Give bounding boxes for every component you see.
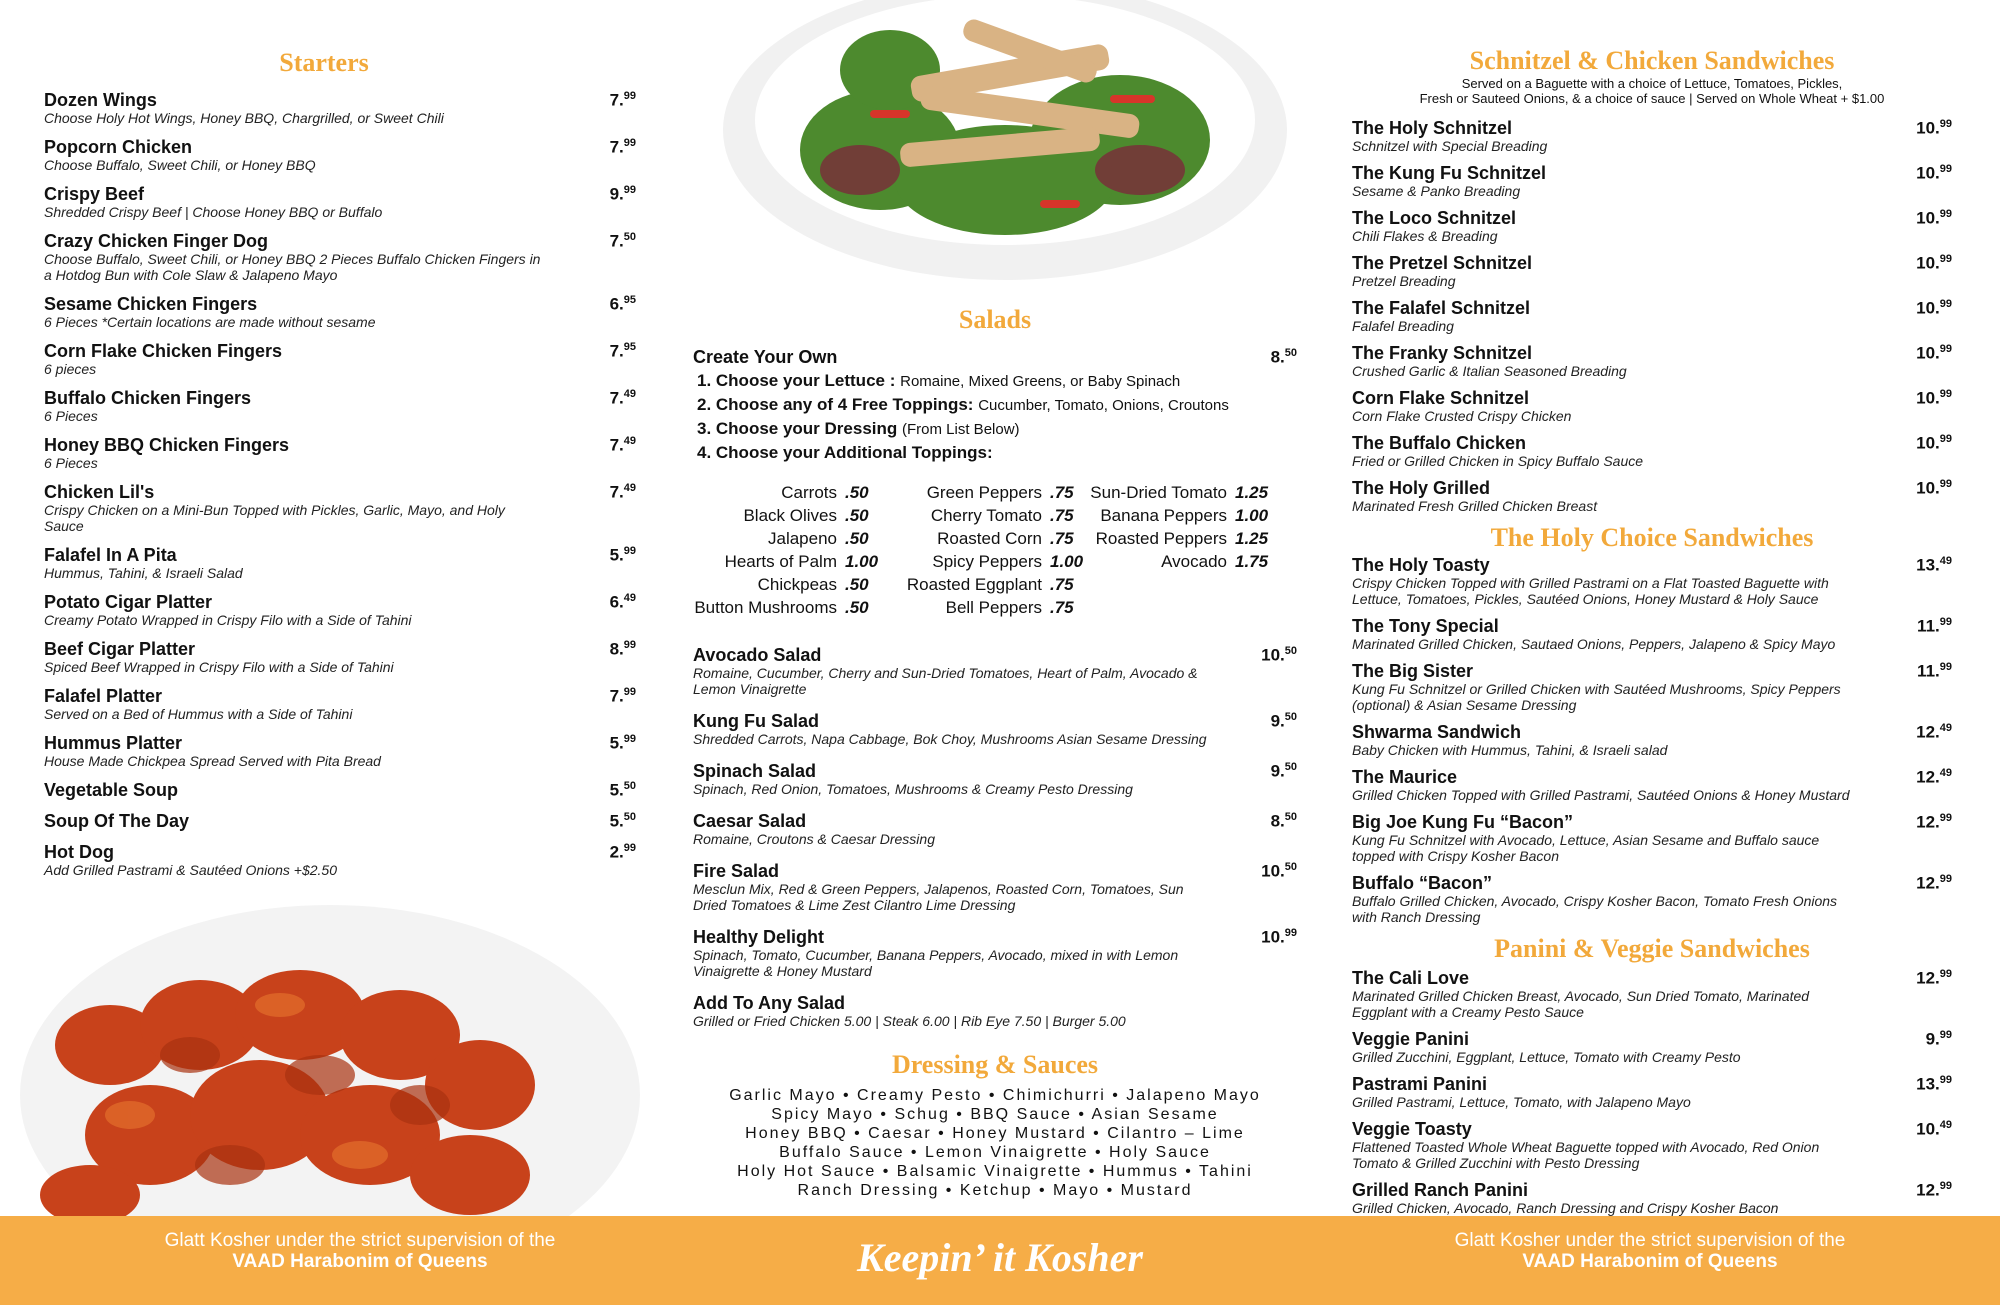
salad-steps bbox=[697, 369, 1297, 465]
sauce-line: Garlic Mayo • Creamy Pesto • Chimichurri • Jalapeno Mayo bbox=[729, 1087, 1261, 1104]
menu-item-price: 10.99 bbox=[1916, 208, 1952, 228]
topping-item: Roasted Corn .75 bbox=[937, 529, 1074, 548]
starters-heading: Starters bbox=[279, 48, 369, 77]
menu-item-name: Avocado Salad bbox=[693, 645, 822, 665]
menu-item-price: 8.50 bbox=[1270, 811, 1297, 831]
menu-item bbox=[44, 137, 636, 173]
menu-item-description: Baby Chicken with Hummus, Tahini, & Israeli salad bbox=[1352, 742, 1668, 758]
menu-item-description: House Made Chickpea Spread Served with Pita Bread bbox=[44, 753, 381, 769]
chicken-wings-photo bbox=[0, 905, 640, 1216]
footer-right-line2: VAAD Harabonim of Queens bbox=[1522, 1251, 1778, 1272]
menu-item bbox=[44, 811, 636, 831]
menu-item-name: Fire Salad bbox=[693, 861, 780, 881]
menu-item bbox=[44, 686, 636, 722]
menu-item bbox=[44, 592, 636, 628]
menu-item bbox=[693, 993, 1297, 1029]
menu-item-price: 10.99 bbox=[1916, 478, 1952, 498]
topping-item: Sun-Dried Tomato 1.25 bbox=[1090, 483, 1269, 502]
menu-item-price: 12.49 bbox=[1916, 767, 1952, 787]
menu-item-price: 7.99 bbox=[609, 686, 636, 706]
salads-section bbox=[693, 305, 1297, 1029]
menu-item bbox=[1352, 873, 1952, 925]
menu-item-name: Falafel In A Pita bbox=[44, 545, 177, 565]
topping-item: Button Mushrooms .50 bbox=[694, 598, 869, 617]
menu-item bbox=[693, 761, 1297, 797]
menu-item-name: Spinach Salad bbox=[693, 761, 817, 781]
menu-item-description: Add Grilled Pastrami & Sautéed Onions +$2.50 bbox=[44, 862, 338, 878]
menu-item bbox=[693, 811, 1297, 847]
menu-item-description: Corn Flake Crusted Crispy Chicken bbox=[1352, 408, 1572, 424]
menu-item-price: 10.99 bbox=[1916, 298, 1952, 318]
dressings-section bbox=[693, 1050, 1297, 1200]
menu-item-description: Marinated Grilled Chicken, Sautaed Onions, Peppers, Jalapeno & Spicy Mayo bbox=[1352, 636, 1836, 652]
create-your-own bbox=[693, 347, 1297, 367]
menu-item-description: Kung Fu Schnitzel with Avocado, Lettuce, Asian Sesame and Buffalo sauce topped with Crispy Kosher Bacon bbox=[1352, 832, 1820, 864]
sauce-line: Spicy Mayo • Schug • BBQ Sauce • Asian Sesame bbox=[771, 1106, 1219, 1123]
menu-item bbox=[1352, 767, 1952, 803]
menu-item-description: Grilled Zucchini, Eggplant, Lettuce, Tomato with Creamy Pesto bbox=[1352, 1049, 1741, 1065]
schnitzel-list bbox=[1352, 118, 1952, 514]
menu-item-price: 9.99 bbox=[609, 184, 636, 204]
menu-item-price: 12.99 bbox=[1916, 968, 1952, 988]
menu-item-description: Shredded Crispy Beef | Choose Honey BBQ or Buffalo bbox=[44, 204, 383, 220]
menu-item-price: 9.99 bbox=[1925, 1029, 1952, 1049]
menu-item bbox=[693, 861, 1297, 913]
menu-item-name: Veggie Toasty bbox=[1352, 1119, 1472, 1139]
menu-item-description: Shredded Carrots, Napa Cabbage, Bok Choy, Mushrooms Asian Sesame Dressing bbox=[693, 731, 1207, 747]
menu-item-name: Vegetable Soup bbox=[44, 780, 179, 800]
menu-item bbox=[1352, 478, 1952, 514]
menu-item-description: Spinach, Tomato, Cucumber, Banana Peppers, Avocado, mixed in with Lemon Vinaigrette & Honey Mustard bbox=[693, 947, 1179, 979]
menu-item-description: Marinated Fresh Grilled Chicken Breast bbox=[1352, 498, 1598, 514]
topping-item: Bell Peppers .75 bbox=[945, 598, 1074, 617]
menu-item-price: 11.99 bbox=[1917, 616, 1952, 636]
menu-item-description: Choose Buffalo, Sweet Chili, or Honey BBQ 2 Pieces Buffalo Chicken Fingers in a Hotdog Bun with Cole Slaw & Jalapeno Mayo bbox=[44, 251, 541, 283]
menu-item bbox=[1352, 388, 1952, 424]
menu-item-name: The Cali Love bbox=[1352, 968, 1470, 988]
menu-item bbox=[44, 90, 636, 126]
menu-item-name: Falafel Platter bbox=[44, 686, 163, 706]
dressings-heading: Dressing & Sauces bbox=[891, 1050, 1099, 1079]
menu-item bbox=[44, 294, 636, 330]
topping-item: Roasted Eggplant .75 bbox=[906, 575, 1074, 594]
menu-item-description: Mesclun Mix, Red & Green Peppers, Jalapenos, Roasted Corn, Tomatoes, Sun Dried Tomatoes & Lime Zest Cilantro Lime Dressing bbox=[693, 881, 1184, 913]
menu-item bbox=[1352, 253, 1952, 289]
menu-item bbox=[1352, 1074, 1952, 1110]
menu-item-price: 5.99 bbox=[609, 733, 636, 753]
menu-item-name: The Big Sister bbox=[1352, 661, 1474, 681]
menu-item-name: Chicken Lil's bbox=[44, 482, 155, 502]
menu-item-price: 13.49 bbox=[1916, 555, 1952, 575]
footer-right bbox=[1370, 1230, 1930, 1272]
menu-item-description: Falafel Breading bbox=[1352, 318, 1454, 334]
salad-step: 2. Choose any of 4 Free Toppings: Cucumber, Tomato, Onions, Croutons bbox=[697, 395, 1229, 414]
menu-item-description: 6 Pieces bbox=[44, 455, 98, 471]
footer-left-line2: VAAD Harabonim of Queens bbox=[232, 1251, 488, 1272]
menu-item-description: Choose Holy Hot Wings, Honey BBQ, Chargrilled, or Sweet Chili bbox=[44, 110, 444, 126]
menu-item-name: The Kung Fu Schnitzel bbox=[1352, 163, 1546, 183]
menu-item bbox=[693, 645, 1297, 697]
menu-item-description: Buffalo Grilled Chicken, Avocado, Crispy Kosher Bacon, Tomato Fresh Onions with Ranch Dressing bbox=[1352, 893, 1838, 925]
menu-item-description: Romaine, Croutons & Caesar Dressing bbox=[693, 831, 935, 847]
menu-item-price: 10.99 bbox=[1916, 343, 1952, 363]
schnitzel-section bbox=[1352, 46, 1952, 1225]
salad-list bbox=[693, 645, 1297, 1043]
menu-item-price: 12.49 bbox=[1916, 722, 1952, 742]
menu-item-price: 10.49 bbox=[1916, 1119, 1952, 1139]
menu-item-name: The Tony Special bbox=[1352, 616, 1499, 636]
topping-item: Spicy Peppers 1.00 bbox=[932, 552, 1084, 571]
menu-item-price: 7.49 bbox=[609, 482, 636, 502]
menu-item-name: Hot Dog bbox=[44, 842, 114, 862]
topping-item: Carrots .50 bbox=[781, 483, 869, 502]
menu-item-name: The Holy Grilled bbox=[1352, 478, 1491, 498]
menu-item-price: 7.99 bbox=[609, 137, 636, 157]
menu-item-description: Spinach, Red Onion, Tomatoes, Mushrooms & Creamy Pesto Dressing bbox=[693, 781, 1133, 797]
menu-item-price: 5.99 bbox=[609, 545, 636, 565]
menu-item-price: 6.49 bbox=[609, 592, 636, 612]
menu-item-name: Sesame Chicken Fingers bbox=[44, 294, 258, 314]
topping-item: Hearts of Palm 1.00 bbox=[724, 552, 879, 571]
menu-item-price: 13.99 bbox=[1916, 1074, 1952, 1094]
menu-item-description: Marinated Grilled Chicken Breast, Avocado, Sun Dried Tomato, Marinated Eggplant with a Creamy Pesto Sauce bbox=[1352, 988, 1810, 1020]
menu-item-name: Caesar Salad bbox=[693, 811, 807, 831]
menu-item-name: Buffalo “Bacon” bbox=[1352, 873, 1493, 893]
sauce-line: Honey BBQ • Caesar • Honey Mustard • Cilantro – Lime bbox=[745, 1125, 1245, 1142]
schnitzel-subtitle-1: Served on a Baguette with a choice of Lettuce, Tomatoes, Pickles, bbox=[1461, 76, 1843, 91]
menu-item bbox=[1352, 1180, 1952, 1216]
menu-item-description: Crispy Chicken Topped with Grilled Pastrami on a Flat Toasted Baguette with Lettuce, Tomatoes, Pickles, Sautéed Onions, Honey Mustard & Holy Sauce bbox=[1352, 575, 1829, 607]
menu-item bbox=[44, 780, 636, 800]
menu-item bbox=[1352, 661, 1952, 713]
menu-item-description: Grilled Chicken Topped with Grilled Pastrami, Sautéed Onions & Honey Mustard bbox=[1352, 787, 1850, 803]
menu-item bbox=[1352, 163, 1952, 199]
menu-item bbox=[1352, 616, 1952, 652]
footer-bar bbox=[0, 1216, 2000, 1305]
menu-item bbox=[44, 435, 636, 471]
menu-item bbox=[44, 231, 636, 283]
topping-item: Cherry Tomato .75 bbox=[930, 506, 1074, 525]
menu-item-name: Crispy Beef bbox=[44, 184, 145, 204]
menu-item-description: Creamy Potato Wrapped in Crispy Filo with a Side of Tahini bbox=[44, 612, 412, 628]
menu-item-description: Grilled or Fried Chicken 5.00 | Steak 6.00 | Rib Eye 7.50 | Burger 5.00 bbox=[693, 1013, 1126, 1029]
menu-item-name: Popcorn Chicken bbox=[44, 137, 193, 157]
topping-item: Black Olives .50 bbox=[743, 506, 869, 525]
sauce-line: Buffalo Sauce • Lemon Vinaigrette • Holy Sauce bbox=[779, 1144, 1211, 1161]
create-your-own-price: 8.50 bbox=[1270, 347, 1297, 367]
menu-item-name: The Holy Toasty bbox=[1352, 555, 1490, 575]
menu-item-description: Served on a Bed of Hummus with a Side of Tahini bbox=[44, 706, 353, 722]
menu-item bbox=[693, 711, 1297, 747]
salad-step: 4. Choose your Additional Toppings: bbox=[697, 443, 993, 462]
menu-item-price: 10.99 bbox=[1261, 927, 1297, 947]
menu-item-price: 10.50 bbox=[1261, 645, 1297, 665]
menu-item-name: The Maurice bbox=[1352, 767, 1458, 787]
menu-item bbox=[44, 842, 636, 878]
menu-item-price: 7.50 bbox=[609, 231, 636, 251]
menu-item bbox=[1352, 555, 1952, 607]
menu-item-description: Spiced Beef Wrapped in Crispy Filo with a Side of Tahini bbox=[44, 659, 394, 675]
menu-item-price: 7.95 bbox=[609, 341, 636, 361]
salad-step: 3. Choose your Dressing (From List Below) bbox=[697, 419, 1020, 438]
menu-item-name: Grilled Ranch Panini bbox=[1352, 1180, 1529, 1200]
menu-item-price: 9.50 bbox=[1270, 761, 1297, 781]
menu-item-name: Healthy Delight bbox=[693, 927, 825, 947]
menu-item bbox=[1352, 812, 1952, 864]
topping-item: Jalapeno .50 bbox=[767, 529, 869, 548]
holy-choice-heading: The Holy Choice Sandwiches bbox=[1490, 523, 1814, 552]
menu-item-price: 10.99 bbox=[1916, 163, 1952, 183]
menu-item-description: Romaine, Cucumber, Cherry and Sun-Dried Tomatoes, Heart of Palm, Avocado & Lemon Vinaigrette bbox=[693, 665, 1198, 697]
menu-item bbox=[1352, 343, 1952, 379]
salad-bowl-photo bbox=[720, 0, 1290, 290]
menu-item bbox=[1352, 433, 1952, 469]
topping-item: Chickpeas .50 bbox=[757, 575, 869, 594]
menu-item-price: 12.99 bbox=[1916, 812, 1952, 832]
menu-item-name: Soup Of The Day bbox=[44, 811, 190, 831]
menu-item-description: Choose Buffalo, Sweet Chili, or Honey BBQ bbox=[44, 157, 316, 173]
menu-item-price: 7.49 bbox=[609, 388, 636, 408]
menu-item bbox=[1352, 1029, 1952, 1065]
menu-item-price: 2.99 bbox=[609, 842, 636, 862]
menu-item-price: 10.99 bbox=[1916, 118, 1952, 138]
menu-item-price: 5.50 bbox=[609, 780, 636, 800]
menu-item-price: 9.50 bbox=[1270, 711, 1297, 731]
starters-section bbox=[44, 48, 636, 889]
sauce-line: Holy Hot Sauce • Balsamic Vinaigrette • Hummus • Tahini bbox=[737, 1163, 1253, 1180]
menu-item bbox=[1352, 118, 1952, 154]
create-your-own-name: Create Your Own bbox=[693, 347, 838, 367]
menu-item-name: Crazy Chicken Finger Dog bbox=[44, 231, 269, 251]
menu-item-name: Dozen Wings bbox=[44, 90, 157, 110]
menu-item-price: 5.50 bbox=[609, 811, 636, 831]
panini-list bbox=[1352, 968, 1952, 1216]
menu-item-name: Corn Flake Schnitzel bbox=[1352, 388, 1530, 408]
menu-item bbox=[1352, 968, 1952, 1020]
menu-item-name: The Falafel Schnitzel bbox=[1352, 298, 1531, 318]
menu-item bbox=[44, 388, 636, 424]
menu-item-name: The Buffalo Chicken bbox=[1352, 433, 1527, 453]
menu-item bbox=[44, 482, 636, 534]
menu-item-price: 7.99 bbox=[609, 90, 636, 110]
menu-item bbox=[44, 184, 636, 220]
menu-item-description: Pretzel Breading bbox=[1352, 273, 1456, 289]
menu-item-description: Kung Fu Schnitzel or Grilled Chicken with Sautéed Mushrooms, Spicy Peppers (optional) & Asian Sesame Dressing bbox=[1352, 681, 1841, 713]
menu-item-price: 8.99 bbox=[609, 639, 636, 659]
menu-item-price: 10.99 bbox=[1916, 388, 1952, 408]
holy-choice-list bbox=[1352, 555, 1952, 925]
schnitzel-subtitle-2: Fresh or Sauteed Onions, & a choice of sauce | Served on Whole Wheat + $1.00 bbox=[1419, 91, 1885, 106]
menu-item-name: The Pretzel Schnitzel bbox=[1352, 253, 1533, 273]
menu-item bbox=[1352, 298, 1952, 334]
menu-item-name: The Holy Schnitzel bbox=[1352, 118, 1513, 138]
menu-item-description: Sesame & Panko Breading bbox=[1352, 183, 1521, 199]
menu-item-name: The Loco Schnitzel bbox=[1352, 208, 1517, 228]
menu-item-name: Big Joe Kung Fu “Bacon” bbox=[1352, 812, 1574, 832]
topping-item: Roasted Peppers 1.25 bbox=[1095, 529, 1269, 548]
menu-item bbox=[1352, 1119, 1952, 1171]
menu-item-description: Flattened Toasted Whole Wheat Baguette topped with Avocado, Red Onion Tomato & Grilled Zucchini with Pesto Dressing bbox=[1352, 1139, 1820, 1171]
menu-item-name: Beef Cigar Platter bbox=[44, 639, 196, 659]
menu-item-name: Pastrami Panini bbox=[1352, 1074, 1488, 1094]
menu-item-price: 10.99 bbox=[1916, 433, 1952, 453]
panini-heading: Panini & Veggie Sandwiches bbox=[1494, 934, 1810, 963]
menu-item-description: Crushed Garlic & Italian Seasoned Breading bbox=[1352, 363, 1627, 379]
menu-item bbox=[44, 341, 636, 377]
menu-item-description: 6 pieces bbox=[44, 361, 97, 377]
salads-heading: Salads bbox=[958, 305, 1032, 334]
menu-item-price: 11.99 bbox=[1917, 661, 1952, 681]
menu-item-description: Grilled Pastrami, Lettuce, Tomato, with Jalapeno Mayo bbox=[1352, 1094, 1691, 1110]
menu-item-description: 6 Pieces bbox=[44, 408, 98, 424]
menu-item-description: Hummus, Tahini, & Israeli Salad bbox=[44, 565, 243, 581]
sauce-line: Ranch Dressing • Ketchup • Mayo • Mustard bbox=[797, 1182, 1193, 1199]
menu-item bbox=[1352, 208, 1952, 244]
menu-item bbox=[1352, 722, 1952, 758]
toppings-table bbox=[693, 483, 1297, 623]
topping-item: Banana Peppers 1.00 bbox=[1100, 506, 1269, 525]
menu-item bbox=[44, 639, 636, 675]
slogan: Keepin’ it Kosher bbox=[857, 1235, 1143, 1280]
menu-item-name: Add To Any Salad bbox=[693, 993, 846, 1013]
menu-item-price: 10.99 bbox=[1916, 253, 1952, 273]
footer-right-line1: Glatt Kosher under the strict supervision of the bbox=[1454, 1230, 1846, 1251]
menu-item-description: Crispy Chicken on a Mini-Bun Topped with Pickles, Garlic, Mayo, and Holy Sauce bbox=[44, 502, 505, 534]
menu-item-price: 12.99 bbox=[1916, 873, 1952, 893]
menu-item-name: Buffalo Chicken Fingers bbox=[44, 388, 252, 408]
menu-item-description: 6 Pieces *Certain locations are made without sesame bbox=[44, 314, 376, 330]
topping-item: Avocado 1.75 bbox=[1161, 552, 1269, 571]
menu-item-description: Grilled Chicken, Avocado, Ranch Dressing and Crispy Kosher Bacon bbox=[1352, 1200, 1779, 1216]
menu-item-price: 6.95 bbox=[609, 294, 636, 314]
menu-item-price: 12.99 bbox=[1916, 1180, 1952, 1200]
menu-item bbox=[44, 545, 636, 581]
menu-item-name: Potato Cigar Platter bbox=[44, 592, 213, 612]
menu-item-name: Veggie Panini bbox=[1352, 1029, 1470, 1049]
menu-item-name: Shwarma Sandwich bbox=[1352, 722, 1522, 742]
menu-item-name: The Franky Schnitzel bbox=[1352, 343, 1533, 363]
salad-step: 1. Choose your Lettuce : Romaine, Mixed Greens, or Baby Spinach bbox=[697, 371, 1181, 390]
menu-item-price: 7.49 bbox=[609, 435, 636, 455]
menu-item-name: Corn Flake Chicken Fingers bbox=[44, 341, 283, 361]
dressings-list bbox=[693, 1086, 1297, 1200]
menu-item-price: 10.50 bbox=[1261, 861, 1297, 881]
schnitzel-heading: Schnitzel & Chicken Sandwiches bbox=[1469, 46, 1835, 75]
menu-item-description: Fried or Grilled Chicken in Spicy Buffalo Sauce bbox=[1352, 453, 1644, 469]
topping-item: Green Peppers .75 bbox=[926, 483, 1074, 502]
menu-item bbox=[693, 927, 1297, 979]
starters-list bbox=[44, 90, 636, 878]
menu-item bbox=[44, 733, 636, 769]
footer-left-line1: Glatt Kosher under the strict supervision of the bbox=[164, 1230, 556, 1251]
menu-item-name: Kung Fu Salad bbox=[693, 711, 819, 731]
menu-item-description: Schnitzel with Special Breading bbox=[1352, 138, 1548, 154]
menu-item-description: Chili Flakes & Breading bbox=[1352, 228, 1498, 244]
menu-item-name: Hummus Platter bbox=[44, 733, 183, 753]
menu-item-name: Honey BBQ Chicken Fingers bbox=[44, 435, 290, 455]
